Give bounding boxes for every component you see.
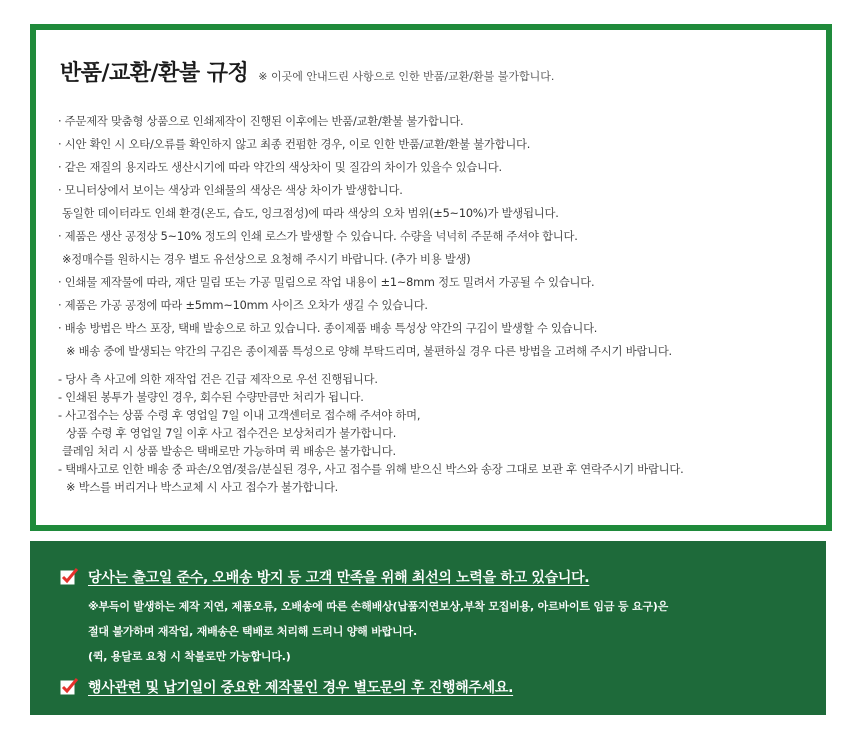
notice-row-2 — [60, 677, 513, 697]
page-title: 반품/교환/환불 규정 — [60, 61, 249, 86]
policy-lines — [58, 110, 808, 497]
title-note: ※ 이곳에 안내드린 사항으로 인한 반품/교환/환불 불가합니다. — [258, 70, 555, 83]
notice-headline-1: 당사는 출고일 준수, 오배송 방지 등 고객 만족을 위해 최선의 노력을 하고 있습니다. — [88, 570, 590, 586]
policy-line: · 제품은 생산 공정상 5~10% 정도의 인쇄 로스가 발생할 수 있습니다. 수량을 넉넉히 주문해 주셔야 합니다. — [58, 230, 578, 243]
policy-line: - 당사 측 사고에 의한 재작업 건은 긴급 제작으로 우선 진행됩니다. — [58, 373, 378, 386]
notice-banner — [30, 541, 826, 715]
policy-line: ※ 박스를 버리거나 박스교체 시 사고 접수가 불가합니다. — [66, 481, 339, 494]
policy-line: ※정매수를 원하시는 경우 별도 유선상으로 요청해 주시기 바랍니다. (추가 비용 발생) — [62, 253, 471, 266]
policy-line: 클레임 처리 시 상품 발송은 택배로만 가능하며 퀵 배송은 불가합니다. — [62, 445, 396, 458]
checkbox-check-icon — [60, 568, 78, 586]
policy-line: ※ 배송 중에 발생되는 약간의 구김은 종이제품 특성으로 양해 부탁드리며, 불편하실 경우 다른 방법을 고려해 주시기 바랍니다. — [66, 345, 672, 358]
policy-line: - 인쇄된 봉투가 불량인 경우, 회수된 수량만큼만 처리가 됩니다. — [58, 391, 364, 404]
notice-sub-2: 절대 불가하며 재작업, 재배송은 택배로 처리해 드리니 양해 바랍니다. — [88, 625, 417, 638]
policy-line: · 제품은 가공 공정에 따라 ±5mm~10mm 사이즈 오차가 생길 수 있습니다. — [58, 299, 428, 312]
title-row — [60, 56, 554, 87]
checkbox-check-icon — [60, 678, 78, 696]
policy-line: · 같은 재질의 용지라도 생산시기에 따라 약간의 색상차이 및 질감의 차이가 있을수 있습니다. — [58, 161, 502, 174]
policy-line: · 인쇄물 제작물에 따라, 재단 밀림 또는 가공 밀림으로 작업 내용이 ±1~8mm 정도 밀려서 가공될 수 있습니다. — [58, 276, 595, 289]
policy-box — [30, 24, 832, 531]
notice-row-1 — [60, 567, 589, 587]
notice-headline-2: 행사관련 및 납기일이 중요한 제작물인 경우 별도문의 후 진행해주세요. — [88, 680, 514, 696]
policy-line: - 택배사고로 인한 배송 중 파손/오염/젖음/분실된 경우, 사고 접수를 위해 받으신 박스와 송장 그대로 보관 후 연락주시기 바랍니다. — [58, 463, 684, 476]
policy-line: 상품 수령 후 영업일 7일 이후 사고 접수건은 보상처리가 불가합니다. — [66, 427, 397, 440]
policy-line: · 주문제작 맞춤형 상품으로 인쇄제작이 진행된 이후에는 반품/교환/환불 불가합니다. — [58, 115, 464, 128]
policy-line: 동일한 데이터라도 인쇄 환경(온도, 습도, 잉크점성)에 따라 색상의 오차 범위(±5~10%)가 발생됩니다. — [62, 207, 559, 220]
notice-sub-1: ※부득이 발생하는 제작 지연, 제품오류, 오배송에 따른 손해배상(납품지연보상,부착 모집비용, 아르바이트 임금 등 요구)은 — [88, 600, 669, 613]
policy-line: · 모니터상에서 보이는 색상과 인쇄물의 색상은 색상 차이가 발생합니다. — [58, 184, 403, 197]
policy-line: · 배송 방법은 박스 포장, 택배 발송으로 하고 있습니다. 종이제품 배송 특성상 약간의 구김이 발생할 수 있습니다. — [58, 322, 598, 335]
notice-sub-3: (퀵, 용달로 요청 시 착불로만 가능합니다.) — [88, 650, 291, 663]
policy-line: - 사고접수는 상품 수령 후 영업일 7일 이내 고객센터로 접수해 주셔야 하며, — [58, 409, 421, 422]
policy-line: · 시안 확인 시 오타/오류를 확인하지 않고 최종 컨펌한 경우, 이로 인한 반품/교환/환불 불가합니다. — [58, 138, 531, 151]
